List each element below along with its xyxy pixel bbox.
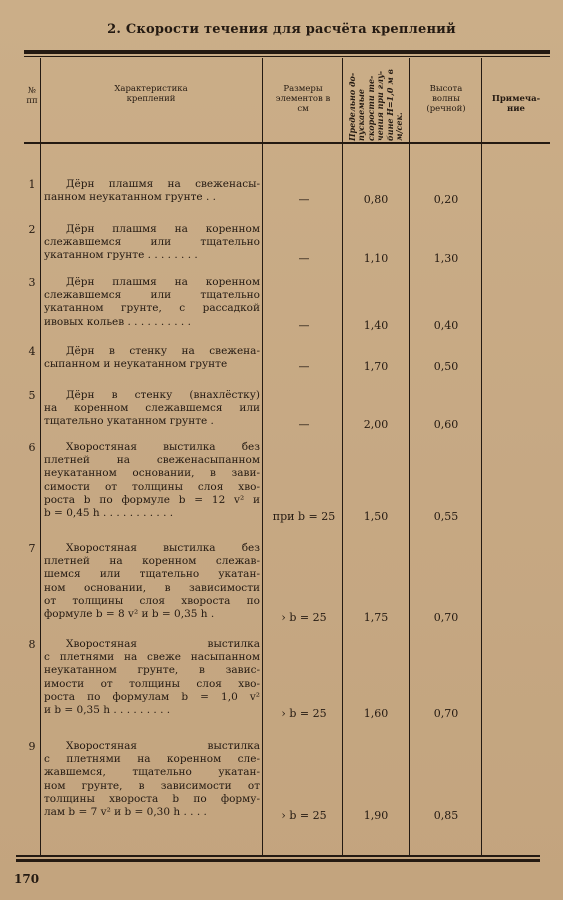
row-number: 6 [28, 441, 36, 454]
description-line: роста b по формуле b = 12 v² и [44, 493, 260, 506]
row-description [44, 638, 260, 717]
description-line: с плетнями на коренном сле- [44, 753, 260, 766]
row-size: › b = 25 [281, 611, 327, 624]
description-line: Дёрн плашмя на свеженасы- [66, 178, 260, 190]
description-line: и b = 0,35 h . . . . . . . . . [44, 704, 171, 717]
row-description [44, 542, 260, 621]
row-wave-height: 0,20 [433, 193, 459, 207]
description-line: Хворостяная выстилка [66, 638, 260, 650]
description-line: неукатанном грунте, в завис- [44, 664, 260, 677]
row-wave-height: 0,85 [433, 809, 459, 822]
header-rule [24, 142, 550, 144]
description-line: имости от толщины слоя хво- [44, 677, 260, 690]
row-size: — [298, 318, 310, 332]
row-size: › b = 25 [281, 809, 327, 822]
page-number: 170 [14, 872, 40, 886]
row-description [44, 441, 260, 520]
description-line: Хворостяная выстилка без [66, 542, 260, 554]
column-divider [262, 58, 263, 855]
description-line: ном грунте, в зависимости от [44, 779, 260, 792]
row-size: при b = 25 [272, 510, 336, 523]
description-line: укатанном грунте, с рассадкой [44, 302, 260, 315]
row-velocity: 1,10 [363, 252, 389, 266]
description-line: толщины хвороста b по форму- [44, 792, 260, 805]
top-rule-thin [24, 56, 550, 57]
description-line: шемся или тщательно укатан- [44, 568, 260, 581]
description-line: лам b = 7 v² и b = 0,30 h . . . . [44, 806, 207, 819]
row-number: 2 [28, 223, 36, 236]
description-line: слежавшемся или тщательно [44, 289, 260, 302]
bottom-rule-thick [16, 859, 540, 862]
description-line: на коренном слежавшемся или [44, 402, 260, 415]
description-line: роста по формулам b = 1,0 v² [44, 690, 260, 703]
row-description [44, 276, 260, 329]
row-wave-height: 0,50 [433, 360, 459, 374]
row-description [44, 345, 260, 371]
description-line: жавшемся, тщательно укатан- [44, 766, 260, 779]
row-size: — [298, 360, 310, 374]
row-wave-height: 0,55 [433, 510, 459, 523]
header-velocity: Предельно допускаемые скорости течения при глубине H=1,0 м в м/сек. [346, 69, 404, 141]
description-line: панном неукатанном грунте . . [44, 191, 216, 204]
row-number: 8 [28, 638, 36, 651]
description-line: тщательно укатанном грунте . [44, 415, 214, 428]
table-title: 2. Скорости течения для расчёта креплений [107, 22, 456, 37]
bottom-rule [16, 855, 540, 857]
row-size: — [298, 252, 310, 266]
header-num: № пп [26, 86, 38, 106]
description-line: плетней на коренном слежав- [44, 555, 260, 568]
header-sizes: Размеры элементов в см [275, 84, 331, 114]
row-wave-height: 0,70 [433, 707, 459, 720]
description-line: Хворостяная выстилка [66, 740, 260, 752]
row-velocity: 1,70 [363, 360, 389, 374]
row-wave-height: 1,30 [433, 252, 459, 266]
row-wave-height: 0,40 [433, 318, 459, 332]
description-line: Дёрн плашмя на коренном [66, 223, 260, 235]
column-divider [40, 58, 41, 855]
description-line: неукатанном основании, в зави- [44, 467, 260, 480]
description-line: b = 0,45 h . . . . . . . . . . . [44, 507, 174, 520]
row-wave-height: 0,70 [433, 611, 459, 624]
description-line: Хворостяная выстилка без [66, 441, 260, 453]
row-number: 5 [28, 389, 36, 402]
row-velocity: 0,80 [363, 193, 389, 207]
description-line: ном основании, в зависимости [44, 581, 260, 594]
row-description [44, 389, 260, 429]
row-number: 1 [28, 178, 36, 191]
description-line: Дёрн в стенку (внахлёстку) [66, 389, 260, 401]
description-line: слежавшемся или тщательно [44, 236, 260, 249]
description-line: плетней на свеженасыпанном [44, 454, 260, 467]
row-velocity: 2,00 [363, 418, 389, 432]
row-size: — [298, 418, 310, 432]
row-number: 3 [28, 276, 36, 289]
description-line: ивовых кольев . . . . . . . . . . [44, 315, 191, 328]
description-line: с плетнями на свеже насыпанном [44, 651, 260, 664]
header-note: Примечание [491, 94, 541, 114]
header-characteristic: Характеристика креплений [114, 84, 188, 104]
row-velocity: 1,90 [363, 809, 389, 822]
row-description [44, 178, 260, 204]
row-description [44, 740, 260, 819]
description-line: формуле b = 8 v² и b = 0,35 h . [44, 608, 215, 621]
row-velocity: 1,75 [363, 611, 389, 624]
description-line: Дёрн в стенку на свежена- [66, 345, 260, 357]
row-size: — [298, 193, 310, 207]
column-divider [342, 58, 343, 855]
row-velocity: 1,60 [363, 707, 389, 720]
column-divider [481, 58, 482, 855]
description-line: от толщины слоя хвороста по [44, 594, 260, 607]
row-number: 4 [28, 345, 36, 358]
description-line: Дёрн плашмя на коренном [66, 276, 260, 288]
header-wave: Высота волны (речной) [426, 84, 466, 114]
description-line: укатанном грунте . . . . . . . . [44, 249, 198, 262]
column-divider [409, 58, 410, 855]
description-line: симости от толщины слоя хво- [44, 480, 260, 493]
row-description [44, 223, 260, 263]
top-rule [24, 50, 550, 54]
row-number: 7 [28, 542, 36, 555]
row-velocity: 1,50 [363, 510, 389, 523]
description-line: сыпанном и неукатанном грунте [44, 358, 228, 371]
row-size: › b = 25 [281, 707, 327, 720]
row-number: 9 [28, 740, 36, 753]
row-velocity: 1,40 [363, 318, 389, 332]
row-wave-height: 0,60 [433, 418, 459, 432]
